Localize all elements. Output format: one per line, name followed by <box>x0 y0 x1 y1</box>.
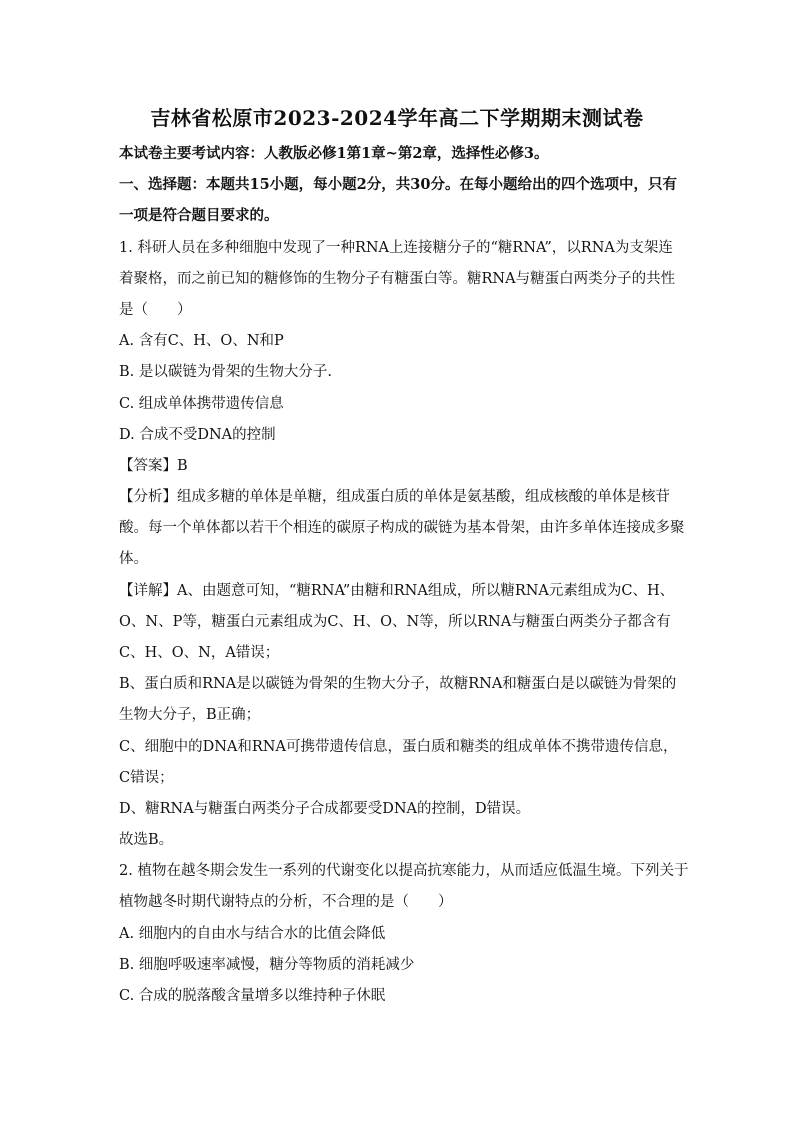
q1-stem-line-3: 是（ ） <box>119 302 192 318</box>
q1-detail-line-8: D、糖RNA与糖蛋白两类分子合成都要受DNA的控制，D错误。 <box>119 801 531 817</box>
q1-detail-line-3: C、H、O、N，A错误； <box>119 645 280 661</box>
q1-answer: 【答案】B <box>119 458 188 474</box>
q1-detail-line-2: O、N、P等，糖蛋白元素组成为C、H、O、N等，所以RNA与糖蛋白两类分子都含有 <box>119 614 671 630</box>
q1-stem-line-2: 着聚格，而之前已知的糖修饰的生物分子有糖蛋白等。糖RNA与糖蛋白两类分子的共性 <box>119 271 676 287</box>
q1-detail-line-5: 生物大分子，B正确； <box>119 707 261 723</box>
q2-option-a: A. 细胞内的自由水与结合水的比值会降低 <box>119 926 386 942</box>
section-heading-line-1: 一、选择题：本题共15小题，每小题2分，共30分。在每小题给出的四个选项中，只有 <box>119 176 677 193</box>
q1-analysis-line-1: 【分析】组成多糖的单体是单糖，组成蛋白质的单体是氨基酸，组成核酸的单体是核苷 <box>119 489 670 505</box>
q1-detail-line-6: C、细胞中的DNA和RNA可携带遗传信息，蛋白质和糖类的组成单体不携带遗传信息， <box>119 739 678 755</box>
q1-detail-line-4: B、蛋白质和RNA是以碳链为骨架的生物大分子，故糖RNA和糖蛋白是以碳链为骨架的 <box>119 676 677 692</box>
q1-analysis-line-3: 体。 <box>119 551 148 567</box>
q1-stem-line-1: 1. 科研人员在多种细胞中发现了一种RNA上连接糖分子的“糖RNA”，以RNA为支架连 <box>119 240 673 256</box>
q1-detail-line-9: 故选B。 <box>119 832 174 848</box>
q2-option-b: B. 细胞呼吸速率减慢，糖分等物质的消耗减少 <box>119 957 415 973</box>
exam-scope: 本试卷主要考试内容：人教版必修1第1章~第2章，选择性必修3。 <box>119 145 549 162</box>
q1-analysis-line-2: 酸。每一个单体都以若干个相连的碳原子构成的碳链为基本骨架，由许多单体连接成多聚 <box>119 520 685 536</box>
q1-detail-line-7: C错误； <box>119 770 174 786</box>
q1-option-d: D. 合成不受DNA的控制 <box>119 427 276 443</box>
q1-option-a: A. 含有C、H、O、N和P <box>119 333 284 349</box>
q2-stem-line-1: 2. 植物在越冬期会发生一系列的代谢变化以提高抗寒能力，从而适应低温生境。下列关于 <box>119 863 689 879</box>
q2-option-c: C. 合成的脱落酸含量增多以维持种子休眠 <box>119 988 386 1004</box>
q1-option-b: B. 是以碳链为骨架的生物大分子. <box>119 364 332 380</box>
section-heading-line-2: 一项是符合题目要求的。 <box>119 207 279 224</box>
q1-detail-line-1: 【详解】A、由题意可知，“糖RNA”由糖和RNA组成，所以糖RNA元素组成为C、H、 <box>119 583 675 599</box>
q2-stem-line-2: 植物越冬时期代谢特点的分析，不合理的是（ ） <box>119 894 453 910</box>
page-title: 吉林省松原市2023-2024学年高二下学期期末测试卷 <box>150 106 644 130</box>
q1-option-c: C. 组成单体携带遗传信息 <box>119 396 284 412</box>
